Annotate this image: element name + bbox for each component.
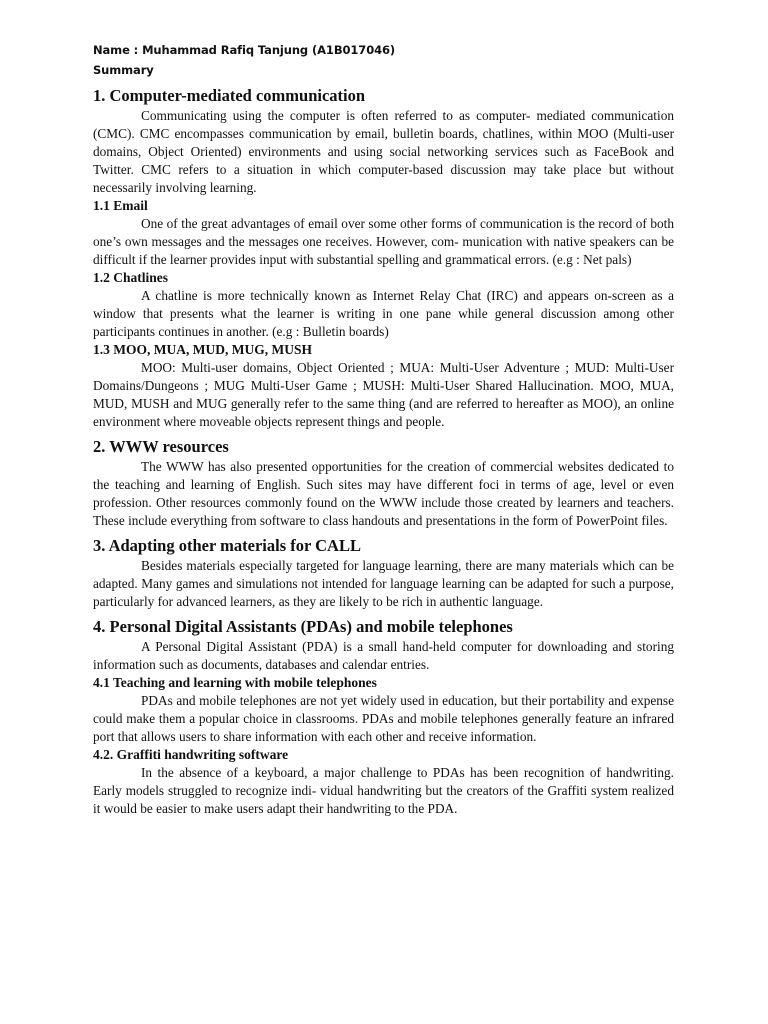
section-paragraph-cmc: Communicating using the computer is often referred to as computer- mediated communication (CMC). CMC encompasses communication by email, bulletin boards, chatlines, within MOO (Multi-user domains, Object Oriented) environments and using social networking services such as FaceBook and Twitter. CMC refers to a situation in which computer-based discussion may take place but without necessarily involving learning. xyxy=(93,108,674,195)
subsection-paragraph-moo: MOO: Multi-user domains, Object Oriented ; MUA: Multi-User Adventure ; MUD: Multi-User Domains/Dungeons ; MUG Multi-User Game ; MUSH: Multi-User Shared Hallucination. MOO, MUA, MUD, MUSH and MUG generally refer to the same thing (and are referred to hereafter as MOO), an online environment where moveable objects represent things and people. xyxy=(93,360,674,429)
subsection-paragraph-mobile: PDAs and mobile telephones are not yet widely used in education, but their portability and expense could make them a popular choice in classrooms. PDAs and mobile telephones generally feature an infrared port that allows users to share information with each other and receive information. xyxy=(93,693,674,744)
document-body xyxy=(93,40,674,818)
section-paragraph-adapting: Besides materials especially targeted for language learning, there are many materials which can be adapted. Many games and simulations not intended for language learning can be adapted for such a purpose, particularly for advanced learners, as they are likely to be rich in authentic language. xyxy=(93,558,674,609)
document-type-label: Summary xyxy=(93,63,154,77)
section-heading-www: 2. WWW resources xyxy=(93,437,229,456)
section-paragraph-www: The WWW has also presented opportunities for the creation of commercial websites dedicated to the teaching and learning of English. Such sites may have different foci in terms of age, level or even profession. Other resources commonly found on the WWW include those created by learners and teachers. These include everything from software to class handouts and presentations in the form of PowerPoint files. xyxy=(93,459,674,528)
section-paragraph-pda: A Personal Digital Assistant (PDA) is a small hand-held computer for downloading and storing information such as documents, databases and calendar entries. xyxy=(93,639,674,672)
section-heading-pda: 4. Personal Digital Assistants (PDAs) and mobile telephones xyxy=(93,617,513,636)
subsection-paragraph-email: One of the great advantages of email over some other forms of communication is the record of both one’s own messages and the messages one receives. However, com- munication with native speakers can be difficult if the learner provides input with substantial spelling and grammatical errors. (e.g : Net pals) xyxy=(93,216,674,267)
subsection-heading-email: 1.1 Email xyxy=(93,198,148,213)
subsection-heading-mobile: 4.1 Teaching and learning with mobile telephones xyxy=(93,675,377,690)
section-heading-cmc: 1. Computer-mediated communication xyxy=(93,86,366,105)
author-name-line: Name : Muhammad Rafiq Tanjung (A1B017046) xyxy=(93,43,396,57)
subsection-paragraph-graffiti: In the absence of a keyboard, a major challenge to PDAs has been recognition of handwriting. Early models struggled to recognize indi- vidual handwriting but the creators of the Graffiti system realized it would be easier to make users adapt their handwriting to the PDA. xyxy=(93,765,674,816)
subsection-heading-graffiti: 4.2. Graffiti handwriting software xyxy=(93,747,289,762)
subsection-heading-moo: 1.3 MOO, MUA, MUD, MUG, MUSH xyxy=(93,342,312,357)
subsection-paragraph-chatlines: A chatline is more technically known as Internet Relay Chat (IRC) and appears on-screen as a window that presents what the learner is writing in one pane while general discussion among other participants continues in another. (e.g : Bulletin boards) xyxy=(93,288,674,339)
subsection-heading-chatlines: 1.2 Chatlines xyxy=(93,270,169,285)
section-heading-adapting: 3. Adapting other materials for CALL xyxy=(93,536,361,555)
